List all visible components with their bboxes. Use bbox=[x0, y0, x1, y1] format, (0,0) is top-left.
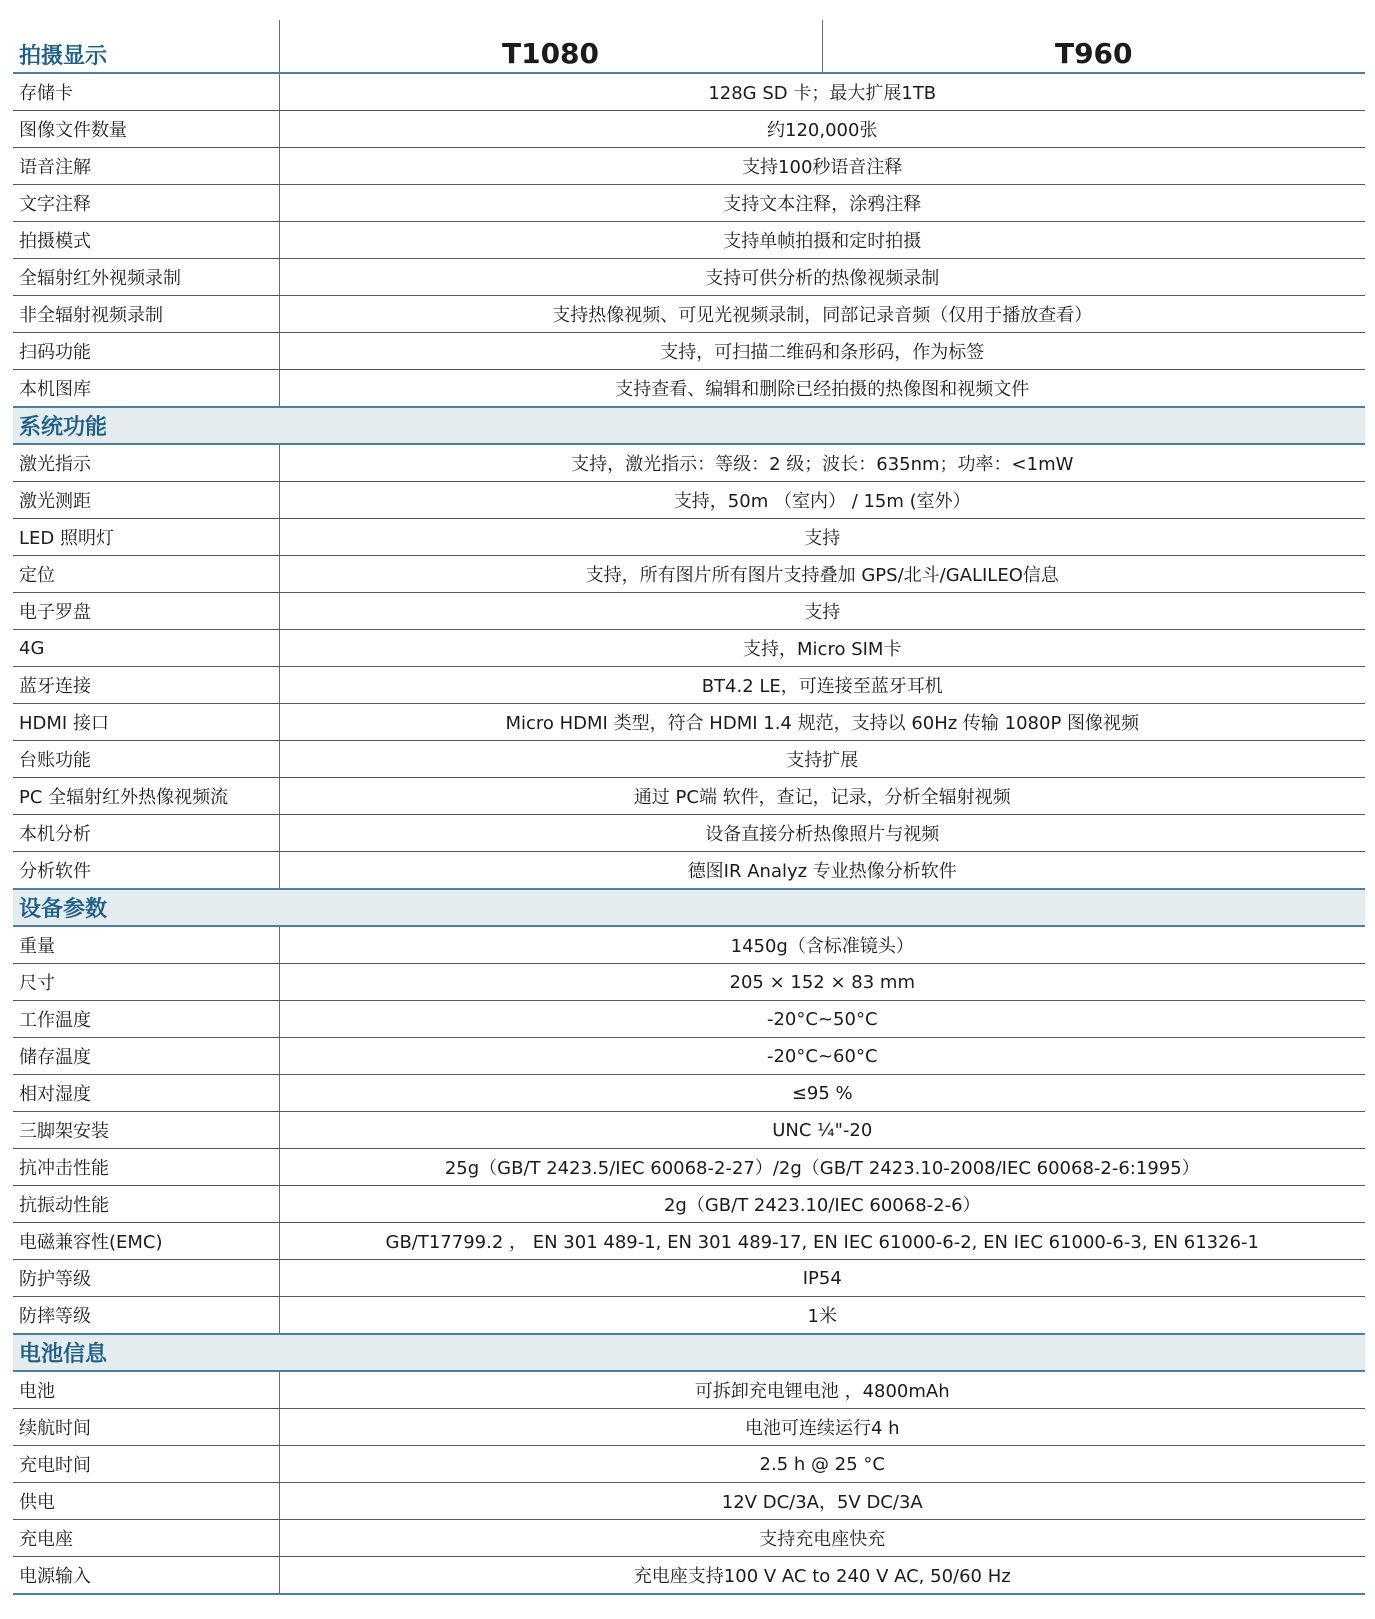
table-row bbox=[13, 444, 1365, 482]
spec-value: -20°C~50°C bbox=[279, 1001, 1365, 1038]
table-row bbox=[13, 1520, 1365, 1557]
spec-value: 支持可供分析的热像视频录制 bbox=[279, 259, 1365, 296]
spec-label: 抗冲击性能 bbox=[13, 1149, 279, 1186]
spec-value: 支持100秒语音注释 bbox=[279, 148, 1365, 185]
spec-label: 充电座 bbox=[13, 1520, 279, 1557]
spec-value: 1450g（含标准镜头） bbox=[279, 926, 1365, 964]
spec-label: 拍摄模式 bbox=[13, 222, 279, 259]
table-row bbox=[13, 1001, 1365, 1038]
spec-label: 语音注解 bbox=[13, 148, 279, 185]
spec-value: BT4.2 LE，可连接至蓝牙耳机 bbox=[279, 667, 1365, 704]
spec-value: 支持，可扫描二维码和条形码，作为标签 bbox=[279, 333, 1365, 370]
spec-label: 充电时间 bbox=[13, 1446, 279, 1483]
table-row bbox=[13, 111, 1365, 148]
spec-label: 本机图库 bbox=[13, 370, 279, 408]
spec-label: 本机分析 bbox=[13, 815, 279, 852]
spec-value: 支持单帧拍摄和定时拍摄 bbox=[279, 222, 1365, 259]
table-row bbox=[13, 519, 1365, 556]
spec-value: 充电座支持100 V AC to 240 V AC, 50/60 Hz bbox=[279, 1557, 1365, 1595]
spec-value: 支持 bbox=[279, 593, 1365, 630]
table-row bbox=[13, 852, 1365, 890]
table-header-row bbox=[13, 20, 1365, 73]
table-row bbox=[13, 1446, 1365, 1483]
spec-value: 支持热像视频、可见光视频录制，同部记录音频（仅用于播放查看） bbox=[279, 296, 1365, 333]
spec-value: IP54 bbox=[279, 1260, 1365, 1297]
spec-label: 4G bbox=[13, 630, 279, 667]
spec-label: 相对湿度 bbox=[13, 1075, 279, 1112]
section-title: 系统功能 bbox=[13, 407, 1365, 444]
table-row bbox=[13, 1483, 1365, 1520]
table-row bbox=[13, 593, 1365, 630]
spec-label: 重量 bbox=[13, 926, 279, 964]
table-row bbox=[13, 926, 1365, 964]
spec-label: 工作温度 bbox=[13, 1001, 279, 1038]
table-row bbox=[13, 1409, 1365, 1446]
table-row bbox=[13, 964, 1365, 1001]
spec-value: UNC ¼"-20 bbox=[279, 1112, 1365, 1149]
table-row bbox=[13, 1112, 1365, 1149]
spec-label: 存储卡 bbox=[13, 73, 279, 111]
table-row bbox=[13, 815, 1365, 852]
spec-label: 分析软件 bbox=[13, 852, 279, 890]
spec-label: 扫码功能 bbox=[13, 333, 279, 370]
spec-table-body bbox=[13, 73, 1365, 1594]
table-row bbox=[13, 1297, 1365, 1335]
spec-label: 台账功能 bbox=[13, 741, 279, 778]
section-header-row bbox=[13, 407, 1365, 444]
spec-value: 电池可连续运行4 h bbox=[279, 1409, 1365, 1446]
table-row bbox=[13, 333, 1365, 370]
spec-label: 尺寸 bbox=[13, 964, 279, 1001]
table-row bbox=[13, 704, 1365, 741]
table-row bbox=[13, 667, 1365, 704]
spec-table bbox=[13, 20, 1365, 1595]
spec-value: 205 × 152 × 83 mm bbox=[279, 964, 1365, 1001]
spec-value: 25g（GB/T 2423.5/IEC 60068-2-27）/2g（GB/T 2423.10-2008/IEC 60068-2-6:1995） bbox=[279, 1149, 1365, 1186]
table-row bbox=[13, 259, 1365, 296]
table-row bbox=[13, 370, 1365, 408]
spec-value: -20°C~60°C bbox=[279, 1038, 1365, 1075]
spec-value: Micro HDMI 类型，符合 HDMI 1.4 规范，支持以 60Hz 传输 1080P 图像视频 bbox=[279, 704, 1365, 741]
spec-value: 支持，激光指示：等级：2 级；波长：635nm；功率：<1mW bbox=[279, 444, 1365, 482]
table-row bbox=[13, 73, 1365, 111]
spec-label: 续航时间 bbox=[13, 1409, 279, 1446]
spec-label: 非全辐射视频录制 bbox=[13, 296, 279, 333]
spec-label: 储存温度 bbox=[13, 1038, 279, 1075]
table-row bbox=[13, 778, 1365, 815]
table-row bbox=[13, 1149, 1365, 1186]
spec-value: 支持查看、编辑和删除已经拍摄的热像图和视频文件 bbox=[279, 370, 1365, 408]
spec-value: 约120,000张 bbox=[279, 111, 1365, 148]
spec-sheet bbox=[13, 20, 1365, 1595]
spec-value: 支持充电座快充 bbox=[279, 1520, 1365, 1557]
spec-value: GB/T17799.2 ， EN 301 489-1, EN 301 489-17, EN IEC 61000-6-2, EN IEC 61000-6-3, EN 61326-1 bbox=[279, 1223, 1365, 1260]
spec-value: 可拆卸充电锂电池 ，4800mAh bbox=[279, 1371, 1365, 1409]
spec-label: HDMI 接口 bbox=[13, 704, 279, 741]
model-name-t1080: T1080 bbox=[279, 20, 822, 73]
spec-label: 电源输入 bbox=[13, 1557, 279, 1595]
table-row bbox=[13, 222, 1365, 259]
spec-label: 三脚架安装 bbox=[13, 1112, 279, 1149]
table-row bbox=[13, 482, 1365, 519]
spec-value: 12V DC/3A，5V DC/3A bbox=[279, 1483, 1365, 1520]
spec-value: 2.5 h @ 25 °C bbox=[279, 1446, 1365, 1483]
table-row bbox=[13, 185, 1365, 222]
table-row bbox=[13, 1075, 1365, 1112]
spec-label: 蓝牙连接 bbox=[13, 667, 279, 704]
table-row bbox=[13, 1260, 1365, 1297]
table-row bbox=[13, 1371, 1365, 1409]
section-title: 拍摄显示 bbox=[13, 20, 279, 73]
table-row bbox=[13, 1186, 1365, 1223]
spec-label: 激光测距 bbox=[13, 482, 279, 519]
spec-value: 支持，所有图片所有图片支持叠加 GPS/北斗/GALILEO信息 bbox=[279, 556, 1365, 593]
spec-value: 2g（GB/T 2423.10/IEC 60068-2-6） bbox=[279, 1186, 1365, 1223]
table-row bbox=[13, 1557, 1365, 1595]
spec-value: 支持 bbox=[279, 519, 1365, 556]
spec-value: 支持扩展 bbox=[279, 741, 1365, 778]
table-row bbox=[13, 556, 1365, 593]
spec-value: 设备直接分析热像照片与视频 bbox=[279, 815, 1365, 852]
spec-value: 128G SD 卡；最大扩展1TB bbox=[279, 73, 1365, 111]
spec-label: 防摔等级 bbox=[13, 1297, 279, 1335]
section-title: 设备参数 bbox=[13, 889, 1365, 926]
table-row bbox=[13, 630, 1365, 667]
spec-label: 抗振动性能 bbox=[13, 1186, 279, 1223]
spec-label: LED 照明灯 bbox=[13, 519, 279, 556]
table-row bbox=[13, 296, 1365, 333]
spec-label: 全辐射红外视频录制 bbox=[13, 259, 279, 296]
spec-label: 定位 bbox=[13, 556, 279, 593]
model-name-t960: T960 bbox=[822, 20, 1365, 73]
section-header-row bbox=[13, 889, 1365, 926]
spec-value: ≤95 % bbox=[279, 1075, 1365, 1112]
table-row bbox=[13, 148, 1365, 185]
spec-label: 文字注释 bbox=[13, 185, 279, 222]
spec-label: 激光指示 bbox=[13, 444, 279, 482]
spec-label: 电磁兼容性(EMC) bbox=[13, 1223, 279, 1260]
spec-label: PC 全辐射红外热像视频流 bbox=[13, 778, 279, 815]
spec-value: 支持，50m （室内） / 15m (室外） bbox=[279, 482, 1365, 519]
table-row bbox=[13, 1038, 1365, 1075]
spec-label: 防护等级 bbox=[13, 1260, 279, 1297]
spec-value: 支持文本注释，涂鸦注释 bbox=[279, 185, 1365, 222]
spec-value: 通过 PC端 软件，查记，记录，分析全辐射视频 bbox=[279, 778, 1365, 815]
table-row bbox=[13, 1223, 1365, 1260]
spec-value: 1米 bbox=[279, 1297, 1365, 1335]
table-row bbox=[13, 741, 1365, 778]
spec-label: 供电 bbox=[13, 1483, 279, 1520]
spec-value: 支持，Micro SIM卡 bbox=[279, 630, 1365, 667]
spec-label: 电池 bbox=[13, 1371, 279, 1409]
spec-value: 德图IR Analyz 专业热像分析软件 bbox=[279, 852, 1365, 890]
spec-label: 电子罗盘 bbox=[13, 593, 279, 630]
spec-label: 图像文件数量 bbox=[13, 111, 279, 148]
section-header-row bbox=[13, 1334, 1365, 1371]
section-title: 电池信息 bbox=[13, 1334, 1365, 1371]
